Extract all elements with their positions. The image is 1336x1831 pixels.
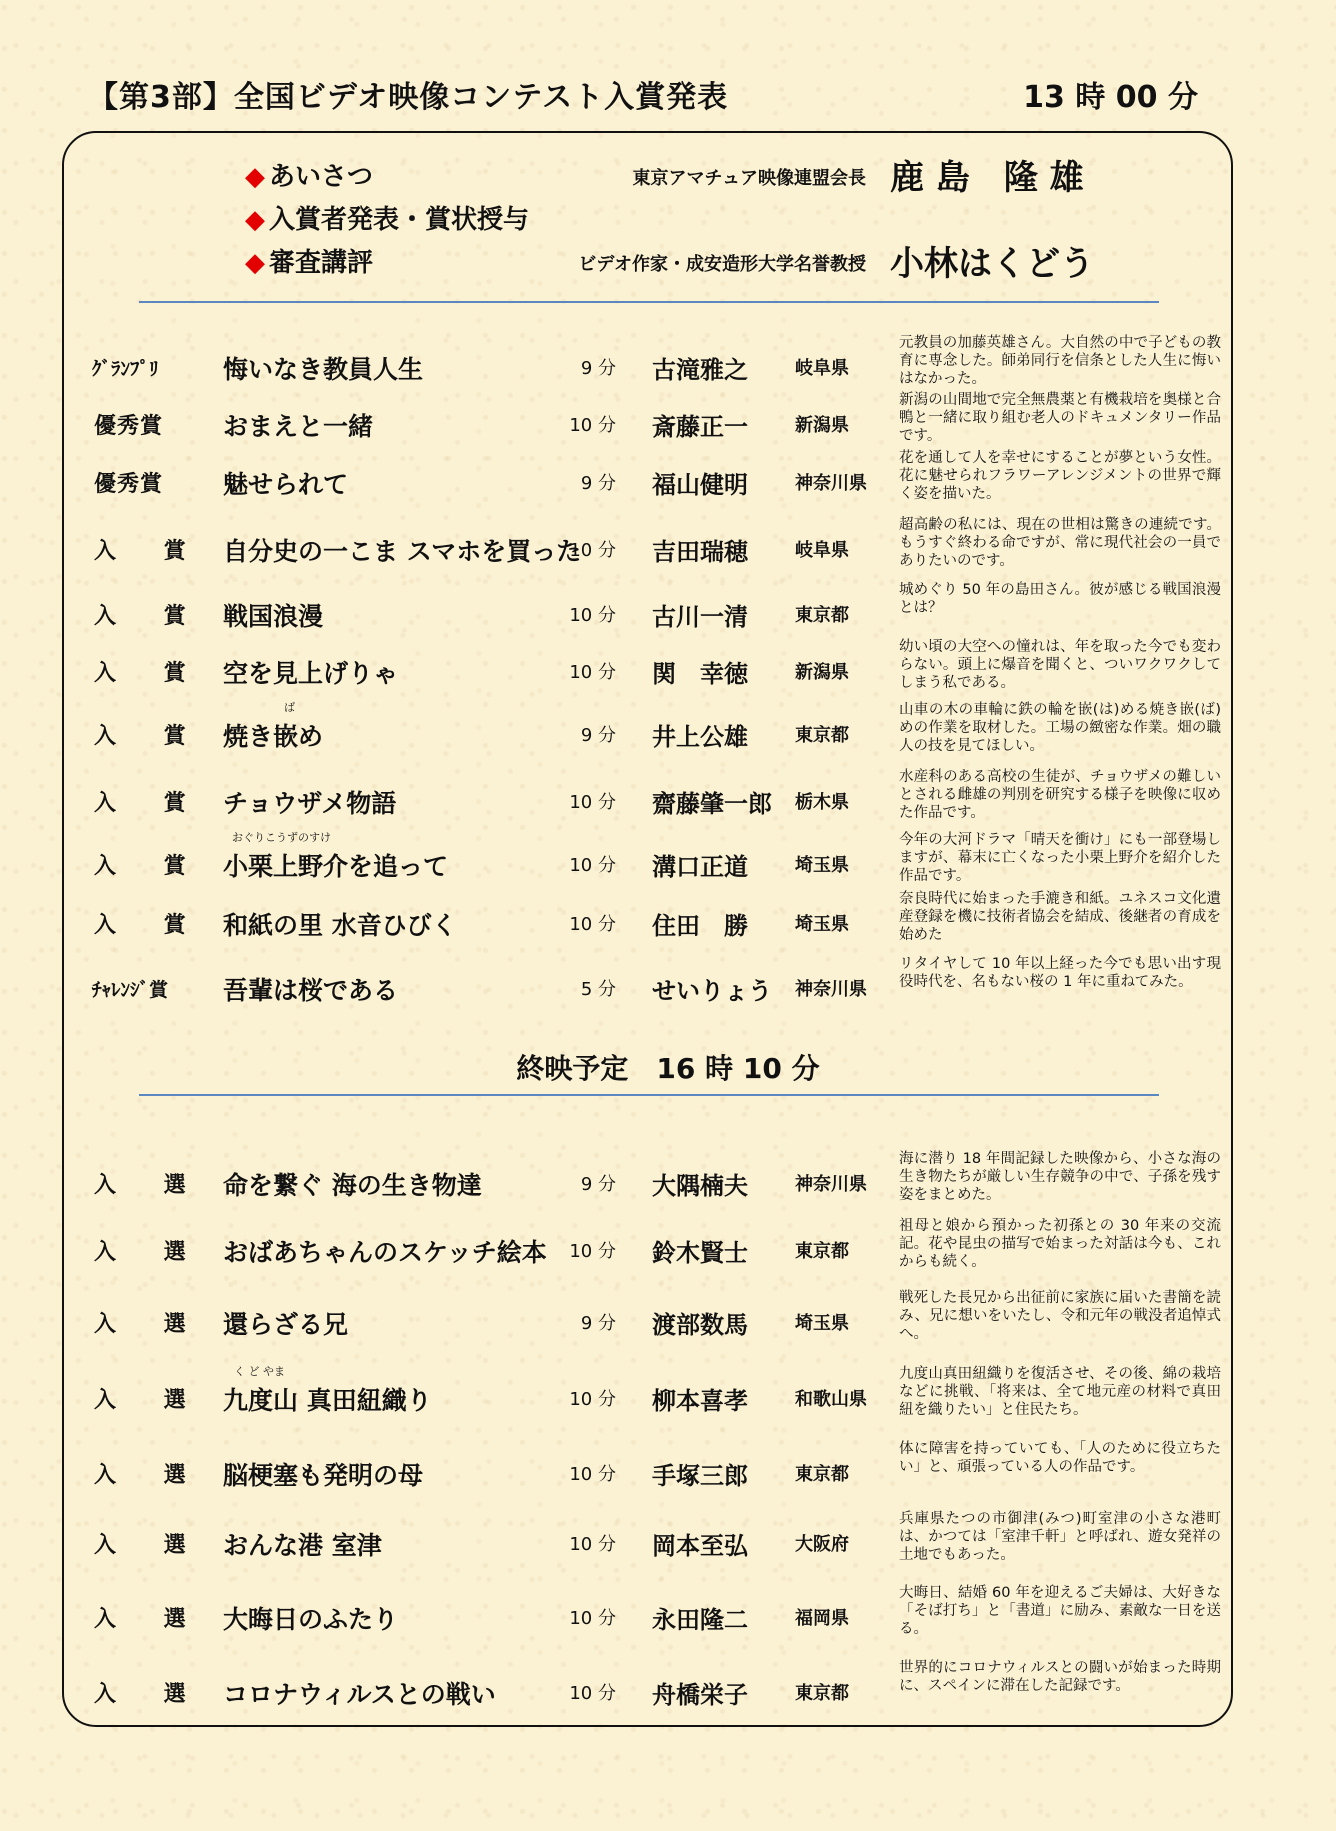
prefecture: 埼玉県 [795, 1313, 849, 1334]
duration: 9 分 [580, 473, 616, 494]
award-label: 優秀賞 [94, 472, 164, 497]
diamond-bullet-icon: ◆ [245, 162, 265, 192]
author-name: 古川一清 [652, 603, 748, 631]
entry-row [0, 955, 1336, 1021]
duration: 10 分 [569, 1683, 616, 1704]
intro-role: ビデオ作家・成安造形大学名誉教授 [578, 254, 866, 275]
work-title: 自分史の一こま スマホを買った [223, 537, 582, 566]
prefecture: 福岡県 [795, 1608, 849, 1629]
duration: 10 分 [569, 605, 616, 626]
award-label: 入 選 [94, 1682, 206, 1707]
work-description: 海に潜り 18 年間記録した映像から、小さな海の生き物たちが厳しい生存競争の中で、子孫を残す姿をまとめた。 [899, 1151, 1221, 1203]
award-label: ﾁｬﾚﾝｼﾞ賞 [92, 979, 169, 1001]
author-name: 渡部数馬 [652, 1311, 748, 1339]
prefecture: 岐阜県 [795, 358, 849, 379]
entry-row [0, 1440, 1336, 1506]
award-label: 入 選 [94, 1173, 206, 1198]
work-description: 山車の木の車輪に鉄の輪を嵌(は)める焼き嵌(ば)めの作業を取材した。工場の緻密な作業。畑の職人の技を見てほしい。 [899, 702, 1221, 754]
diamond-bullet-icon: ◆ [245, 205, 265, 235]
start-time: 13 時 00 分 [1023, 80, 1198, 115]
title-ruby: おぐりこうずのすけ [232, 831, 331, 844]
work-description: 体に障害を持っていても、「人のために役立ちたい」と、頑張っている人の作品です。 [899, 1441, 1221, 1475]
award-label: 入 賞 [94, 791, 206, 816]
work-title: 和紙の里 水音ひびく [223, 911, 457, 940]
award-label: ｸﾞﾗﾝﾌﾟﾘ [92, 358, 159, 380]
author-name: 岡本至弘 [652, 1532, 748, 1560]
entry-row [0, 449, 1336, 515]
entry-row [0, 768, 1336, 834]
author-name: 柳本喜孝 [652, 1387, 748, 1415]
intro-awards-ceremony [0, 199, 1336, 239]
entry-row [0, 890, 1336, 956]
prefecture: 埼玉県 [795, 914, 849, 935]
author-name: 住田 勝 [652, 912, 748, 940]
entry-row [0, 1217, 1336, 1283]
duration: 10 分 [569, 914, 616, 935]
prefecture: 東京都 [795, 1241, 849, 1262]
author-name: 齋藤肇一郎 [652, 790, 772, 818]
intro-person-name: 鹿 島 隆 雄 [890, 158, 1084, 198]
prefecture: 新潟県 [795, 415, 849, 436]
work-description: 奈良時代に始まった手漉き和紙。ユネスコ文化遺産登録を機に技術者協会を結成、後継者の育成を始めた [899, 891, 1221, 943]
work-description: 城めぐり 50 年の島田さん。彼が感じる戦国浪漫とは？ [899, 582, 1221, 616]
duration: 10 分 [569, 1389, 616, 1410]
author-name: 関 幸徳 [652, 660, 748, 688]
author-name: せいりょう [652, 977, 772, 1005]
work-description: 九度山真田紐織りを復活させ、その後、綿の栽培などに挑戦、「将来は、全て地元産の材料で真田紐を織りたい」と住民たち。 [899, 1366, 1221, 1418]
author-name: 大隅楠夫 [652, 1172, 748, 1200]
prefecture: 神奈川県 [795, 979, 867, 1000]
author-name: 溝口正道 [652, 853, 748, 881]
intro-label: ◆ 審査講評 [245, 248, 374, 278]
entry-row [0, 1289, 1336, 1355]
work-title: おんな港 室津 [223, 1531, 382, 1560]
duration: 10 分 [569, 415, 616, 436]
work-description: 大晦日、結婚 60 年を迎えるご夫婦は、大好きな「そば打ち」と「書道」に励み、素敵な一日を送る。 [899, 1585, 1221, 1637]
award-label: 入 賞 [94, 539, 206, 564]
page-header [88, 72, 1198, 116]
entry-row [0, 701, 1336, 767]
work-description: 世界的にコロナウィルスとの闘いが始まった時期に、スペインに滞在した記録です。 [899, 1660, 1221, 1694]
award-label: 入 選 [94, 1240, 206, 1265]
work-title: 還らざる兄 [223, 1310, 349, 1339]
prefecture: 東京都 [795, 725, 849, 746]
work-title: コロナウィルスとの戦い [223, 1680, 496, 1709]
work-title: 命を繋ぐ 海の生き物達 [223, 1171, 482, 1200]
work-title: 大晦日のふたり [223, 1605, 399, 1634]
separator-line [139, 1094, 1159, 1096]
award-label: 入 選 [94, 1463, 206, 1488]
entry-row [0, 1365, 1336, 1431]
work-title: 悔いなき教員人生 [223, 355, 424, 384]
award-label: 入 選 [94, 1312, 206, 1337]
prefecture: 埼玉県 [795, 855, 849, 876]
duration: 9 分 [580, 358, 616, 379]
award-label: 優秀賞 [94, 414, 164, 439]
work-title: 吾輩は桜である [223, 976, 399, 1005]
work-description: 今年の大河ドラマ「晴天を衝け」にも一部登場しますが、幕末に亡くなった小栗上野介を紹介した作品です。 [899, 832, 1221, 884]
prefecture: 東京都 [795, 1683, 849, 1704]
award-label: 入 賞 [94, 854, 206, 879]
duration: 10 分 [569, 1608, 616, 1629]
work-description: 水産科のある高校の生徒が、チョウザメの難しいとされる雌雄の判別を研究する様子を映像に収めた作品です。 [899, 769, 1221, 821]
work-title: 小栗上野介を追って [223, 852, 449, 881]
entry-row [0, 1510, 1336, 1576]
author-name: 福山健明 [652, 471, 748, 499]
work-description: 幼い頃の大空への憧れは、年を取った今でも変わらない。頭上に爆音を聞くと、ついワクワクしてしまう私である。 [899, 639, 1221, 691]
duration: 10 分 [569, 1464, 616, 1485]
work-description: 花を通して人を幸せにすることが夢という女性。花に魅せられフラワーアレンジメントの世界で輝く姿を描いた。 [899, 450, 1221, 502]
duration: 10 分 [569, 792, 616, 813]
entry-row [0, 831, 1336, 897]
entry-row [0, 1659, 1336, 1725]
entry-row [0, 1584, 1336, 1650]
intro-greeting [0, 156, 1336, 196]
work-description: 祖母と娘から預かった初孫との 30 年来の交流記。花や昆虫の描写で始まった対話は今も、これからも続く。 [899, 1218, 1221, 1270]
work-description: 兵庫県たつの市御津(みつ)町室津の小さな港町は、かつては「室津千軒」と呼ばれ、遊女発祥の土地でもあった。 [899, 1511, 1221, 1563]
work-description: 超高齢の私には、現在の世相は驚きの連続です。もうすぐ終わる命ですが、常に現代社会の一員でありたいのです。 [899, 517, 1221, 569]
author-name: 井上公雄 [652, 723, 748, 751]
prefecture: 新潟県 [795, 662, 849, 683]
prefecture: 岐阜県 [795, 540, 849, 561]
section-title: 【第3部】全国ビデオ映像コンテスト入賞発表 [88, 80, 729, 115]
duration: 10 分 [569, 540, 616, 561]
award-label: 入 賞 [94, 604, 206, 629]
entry-row [0, 638, 1336, 704]
author-name: 永田隆二 [652, 1606, 748, 1634]
title-ruby: ば [284, 701, 295, 714]
separator-line [139, 301, 1159, 303]
diamond-bullet-icon: ◆ [245, 248, 265, 278]
work-title: 空を見上げりゃ [223, 659, 399, 688]
duration: 9 分 [580, 1313, 616, 1334]
prefecture: 神奈川県 [795, 1174, 867, 1195]
entry-row [0, 1150, 1336, 1216]
author-name: 古滝雅之 [652, 356, 748, 384]
intro-review [0, 242, 1336, 282]
work-title: 九度山 真田紐織り [223, 1386, 432, 1415]
title-ruby: く ど やま [234, 1365, 285, 1378]
work-title: 脳梗塞も発明の母 [223, 1461, 424, 1490]
duration: 9 分 [580, 725, 616, 746]
duration: 9 分 [580, 1174, 616, 1195]
award-label: 入 選 [94, 1388, 206, 1413]
prefecture: 神奈川県 [795, 473, 867, 494]
award-label: 入 賞 [94, 724, 206, 749]
award-label: 入 賞 [94, 661, 206, 686]
work-title: チョウザメ物語 [223, 789, 397, 818]
work-description: 新潟の山間地で完全無農薬と有機栽培を奥様と合鴨と一緒に取り組む老人のドキュメンタリー作品です。 [899, 392, 1221, 444]
work-title: 戦国浪漫 [223, 602, 324, 631]
duration: 5 分 [580, 979, 616, 1000]
award-label: 入 選 [94, 1607, 206, 1632]
prefecture: 和歌山県 [795, 1389, 867, 1410]
intro-person-name: 小林はくどう [890, 244, 1094, 284]
work-title: おばあちゃんのスケッチ絵本 [223, 1238, 547, 1267]
work-description: リタイヤして 10 年以上経った今でも思い出す現役時代を、名もない桜の 1 年に重ねてみた。 [899, 956, 1221, 990]
work-description: 元教員の加藤英雄さん。大自然の中で子どもの教育に専念した。師弟同行を信条とした人生に悔いはなかった。 [899, 335, 1221, 387]
work-title: 焼き嵌め [223, 722, 324, 751]
prefecture: 東京都 [795, 605, 849, 626]
duration: 10 分 [569, 1241, 616, 1262]
intro-label: ◆ あいさつ [245, 162, 374, 192]
prefecture: 大阪府 [795, 1534, 849, 1555]
author-name: 吉田瑞穂 [652, 538, 748, 566]
award-label: 入 選 [94, 1533, 206, 1558]
award-label: 入 賞 [94, 913, 206, 938]
prefecture: 栃木県 [795, 792, 849, 813]
work-title: おまえと一緒 [223, 412, 374, 441]
author-name: 舟橋栄子 [652, 1681, 748, 1709]
duration: 10 分 [569, 1534, 616, 1555]
work-title: 魅せられて [223, 470, 349, 499]
entry-row [0, 516, 1336, 582]
duration: 10 分 [569, 855, 616, 876]
author-name: 手塚三郎 [652, 1462, 748, 1490]
prefecture: 東京都 [795, 1464, 849, 1485]
author-name: 斎藤正一 [652, 413, 748, 441]
author-name: 鈴木賢士 [652, 1239, 748, 1267]
closing-time: 終映予定 16 時 10 分 [516, 1052, 820, 1085]
intro-label: ◆ 入賞者発表・賞状授与 [245, 205, 530, 235]
work-description: 戦死した長兄から出征前に家族に届いた書簡を読み、兄に想いをいたし、令和元年の戦没者追悼式へ。 [899, 1290, 1221, 1342]
duration: 10 分 [569, 662, 616, 683]
entry-row [0, 391, 1336, 457]
intro-role: 東京アマチュア映像連盟会長 [632, 168, 866, 189]
